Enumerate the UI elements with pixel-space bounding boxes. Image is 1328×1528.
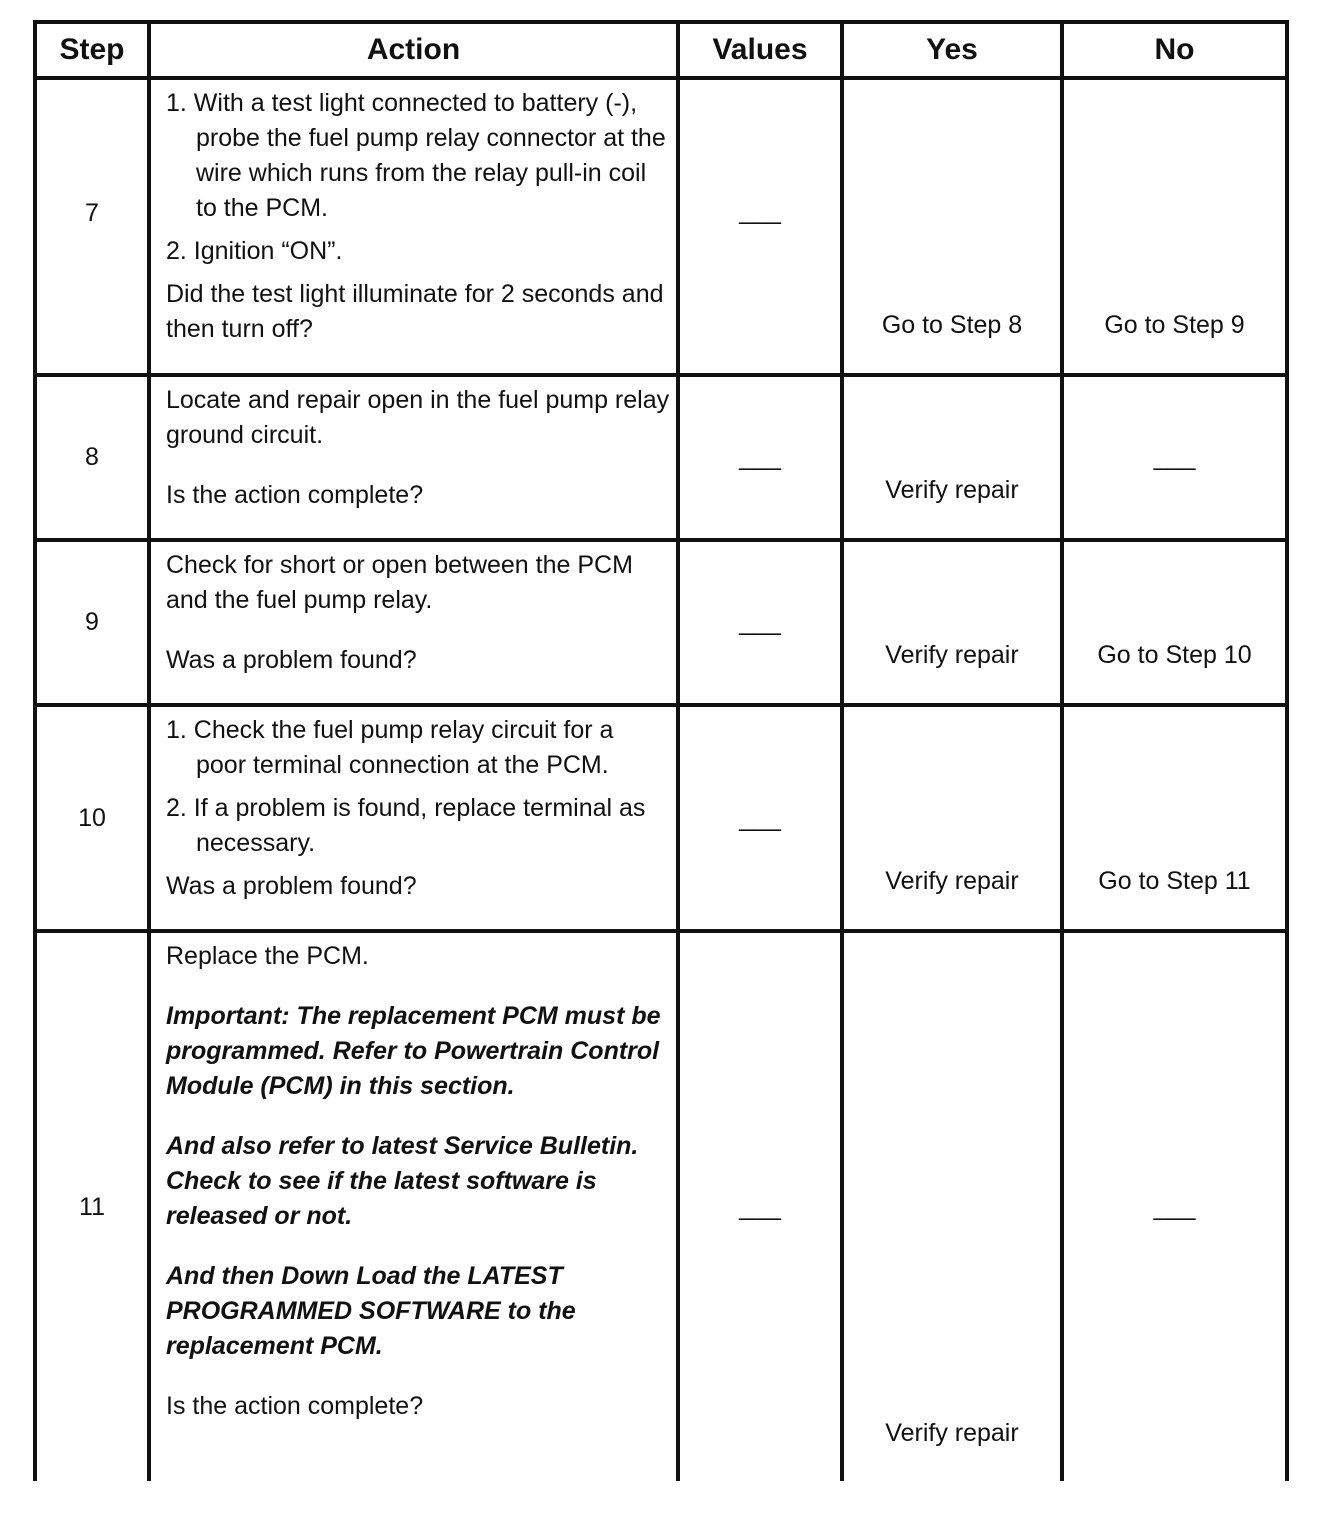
action-item: 1. With a test light connected to battery (-), probe the fuel pump relay connector at the wire which runs from the relay pull-in coil to the PCM.	[166, 89, 666, 222]
table-row	[35, 931, 1287, 1481]
table-row	[35, 540, 1287, 705]
header-step: Step	[35, 22, 149, 78]
values-cell: ___	[678, 705, 842, 931]
action-cell	[149, 375, 678, 540]
no-cell: Go to Step 11	[1062, 705, 1287, 931]
action-item: 2. If a problem is found, replace terminal as necessary.	[166, 794, 646, 857]
action-cell	[149, 540, 678, 705]
no-cell: ___	[1062, 375, 1287, 540]
important-note: And also refer to latest Service Bulletin. Check to see if the latest software is released or not.	[166, 1132, 639, 1230]
action-text: Check for short or open between the PCM and the fuel pump relay.	[166, 551, 633, 614]
action-text: Locate and repair open in the fuel pump relay ground circuit.	[166, 386, 670, 449]
yes-cell: Verify repair	[842, 931, 1062, 1481]
table-row	[35, 78, 1287, 375]
values-cell: ___	[678, 931, 842, 1481]
step-number: 11	[35, 931, 149, 1481]
no-cell: Go to Step 10	[1062, 540, 1287, 705]
values-cell: ___	[678, 78, 842, 375]
header-action: Action	[149, 22, 678, 78]
table-row	[35, 375, 1287, 540]
action-item: 1. Check the fuel pump relay circuit for a poor terminal connection at the PCM.	[166, 716, 614, 779]
values-cell: ___	[678, 540, 842, 705]
action-cell	[149, 705, 678, 931]
action-question: Is the action complete?	[166, 1392, 424, 1420]
yes-cell: Verify repair	[842, 705, 1062, 931]
yes-cell: Verify repair	[842, 540, 1062, 705]
no-cell: ___	[1062, 931, 1287, 1481]
yes-cell: Go to Step 8	[842, 78, 1062, 375]
step-number: 10	[35, 705, 149, 931]
yes-cell: Verify repair	[842, 375, 1062, 540]
diagnostic-table	[33, 20, 1285, 1481]
action-cell	[149, 931, 678, 1481]
important-note: Important: The replacement PCM must be programmed. Refer to Powertrain Control Module (PCM) in this section.	[166, 1002, 661, 1100]
table-row	[35, 705, 1287, 931]
header-row	[35, 22, 1287, 78]
header-yes: Yes	[842, 22, 1062, 78]
action-question: Was a problem found?	[166, 646, 417, 674]
header-values: Values	[678, 22, 842, 78]
action-text: Replace the PCM.	[166, 942, 369, 970]
important-note: And then Down Load the LATEST PROGRAMMED SOFTWARE to the replacement PCM.	[166, 1262, 576, 1360]
step-number: 8	[35, 375, 149, 540]
action-cell	[149, 78, 678, 375]
no-cell: Go to Step 9	[1062, 78, 1287, 375]
step-number: 9	[35, 540, 149, 705]
values-cell: ___	[678, 375, 842, 540]
step-number: 7	[35, 78, 149, 375]
header-no: No	[1062, 22, 1287, 78]
action-question: Was a problem found?	[166, 872, 417, 900]
action-question: Is the action complete?	[166, 481, 424, 509]
action-item: 2. Ignition “ON”.	[166, 237, 343, 265]
action-question: Did the test light illuminate for 2 seconds and then turn off?	[166, 280, 664, 343]
